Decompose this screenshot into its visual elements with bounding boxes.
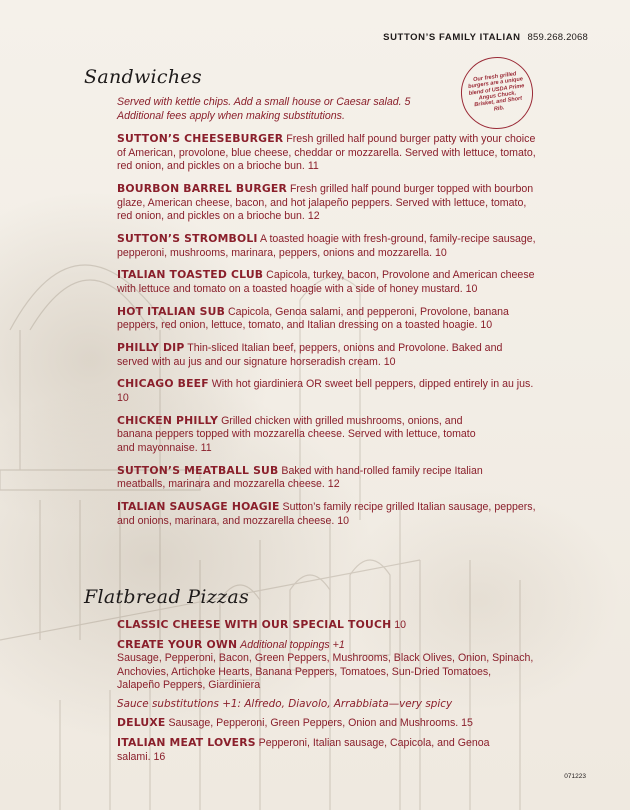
item-desc: Fresh grilled half pound burger topped with bourbon glaze, American cheese, bacon, and hot jalapeño peppers. Served with lettuce, tomato, red onion, and pickles on a brioche bun. 12: [117, 182, 534, 223]
item-name: HOT ITALIAN SUB: [117, 304, 226, 318]
item-name: DELUXE: [117, 716, 166, 730]
menu-item: [117, 464, 497, 492]
toppings-list: Sausage, Pepperoni, Bacon, Green Peppers, Mushrooms, Black Olives, Onion, Spinach, Anchovies, Artichoke Hearts, Banana Peppers, Tomatoes, Sun-Dried Tomatoes, Jalapeño Peppers, Giardiniera: [117, 652, 534, 692]
item-desc: A toasted hoagie with fresh-ground, family-recipe sausage, pepperoni, mushrooms, marinara, peppers, onions and mozzarella. 10: [117, 232, 536, 259]
item-name: PHILLY DIP: [117, 341, 185, 355]
menu-code: 071223: [564, 773, 586, 780]
menu-item: [117, 268, 537, 296]
restaurant-header: [383, 32, 588, 43]
item-name: BOURBON BARREL BURGER: [117, 181, 287, 195]
sandwiches-title: Sandwiches: [84, 66, 202, 88]
menu-item: [117, 305, 537, 333]
item-desc: Thin-sliced Italian beef, peppers, onions and Provolone. Baked and served with au jus and our signature horseradish cream. 10: [117, 342, 503, 368]
item-name: ITALIAN SAUSAGE HOAGIE: [117, 500, 280, 514]
sandwiches-note-line1: Served with kettle chips. Add a small house or Caesar salad. 5: [117, 96, 411, 108]
item-name: SUTTON’S CHEESEBURGER: [117, 132, 284, 145]
menu-item: [117, 341, 537, 369]
seal-text: Our fresh grilled burgers are a unique blend of USDA Prime Angus Chuck, Brisket, and Short Rib.: [467, 71, 525, 113]
sandwiches-note-line2: Additional fees apply when making substitutions.: [117, 109, 345, 122]
item-price: 10: [394, 619, 407, 631]
item-desc: Baked with hand-rolled family recipe Italian meatballs, marinara and mozzarella cheese. 12: [117, 464, 483, 491]
menu-item: [117, 377, 537, 405]
menu-item: [117, 182, 537, 224]
flatbread-pizzas-title: Flatbread Pizzas: [84, 586, 250, 608]
menu-item: [117, 638, 537, 693]
item-desc: With hot giardiniera OR sweet bell peppers, dipped entirely in au jus. 10: [117, 378, 534, 405]
item-name: CHICKEN PHILLY: [117, 413, 219, 427]
item-desc: Grilled chicken with grilled mushrooms, onions, and banana peppers topped with mozzarella cheese. Served with lettuce, tomato and mayonnaise. 11: [117, 414, 476, 454]
item-desc: Sutton’s family recipe grilled Italian sausage, peppers, and onions, marinara, and mozzarella cheese. 10: [117, 501, 536, 527]
sauce-substitutions: Sauce substitutions +1: Alfredo, Diavolo, Arrabbiata—very spicy: [117, 697, 453, 710]
menu-item: [117, 500, 537, 528]
item-note: Additional toppings +1: [240, 638, 345, 651]
menu-item: [117, 132, 537, 174]
item-name: SUTTON’S STROMBOLI: [117, 231, 258, 245]
sandwiches-note: [117, 96, 537, 123]
item-name: ITALIAN MEAT LOVERS: [117, 736, 256, 750]
menu-item: [117, 414, 487, 456]
menu-item: [117, 716, 537, 731]
item-name: ITALIAN TOASTED CLUB: [117, 268, 264, 282]
menu-item: [117, 618, 537, 633]
item-name: CHICAGO BEEF: [117, 377, 209, 391]
item-name: CLASSIC CHEESE WITH OUR SPECIAL TOUCH: [117, 618, 392, 631]
menu-item: [117, 736, 507, 764]
item-desc: Capicola, turkey, bacon, Provolone and American cheese with lettuce and tomato on a toasted hoagie with a side of honey mustard. 10: [117, 269, 535, 295]
item-desc: Sausage, Pepperoni, Green Peppers, Onion and Mushrooms. 15: [168, 717, 473, 730]
sandwiches-section: [117, 96, 537, 537]
item-desc: Capicola, Genoa salami, and pepperoni, Provolone, banana peppers, red onion, lettuce, tomato, and Italian dressing on a toasted hoagie. 10: [117, 305, 509, 332]
item-desc: Pepperoni, Italian sausage, Capicola, and Genoa salami. 16: [117, 737, 490, 763]
phone-number: 859.268.2068: [527, 32, 588, 43]
flatbread-pizzas-section: [117, 618, 537, 769]
item-desc: Fresh grilled half pound burger patty with your choice of American, provolone, blue cheese, cheddar or mozzarella. Served with lettuce, tomato, red onion, and pickles on a brioche bun. 11: [117, 133, 536, 173]
item-name: SUTTON’S MEATBALL SUB: [117, 463, 279, 477]
restaurant-name: SUTTON’S FAMILY ITALIAN: [383, 32, 521, 43]
item-name: CREATE YOUR OWN: [117, 637, 238, 651]
menu-item: [117, 232, 537, 260]
